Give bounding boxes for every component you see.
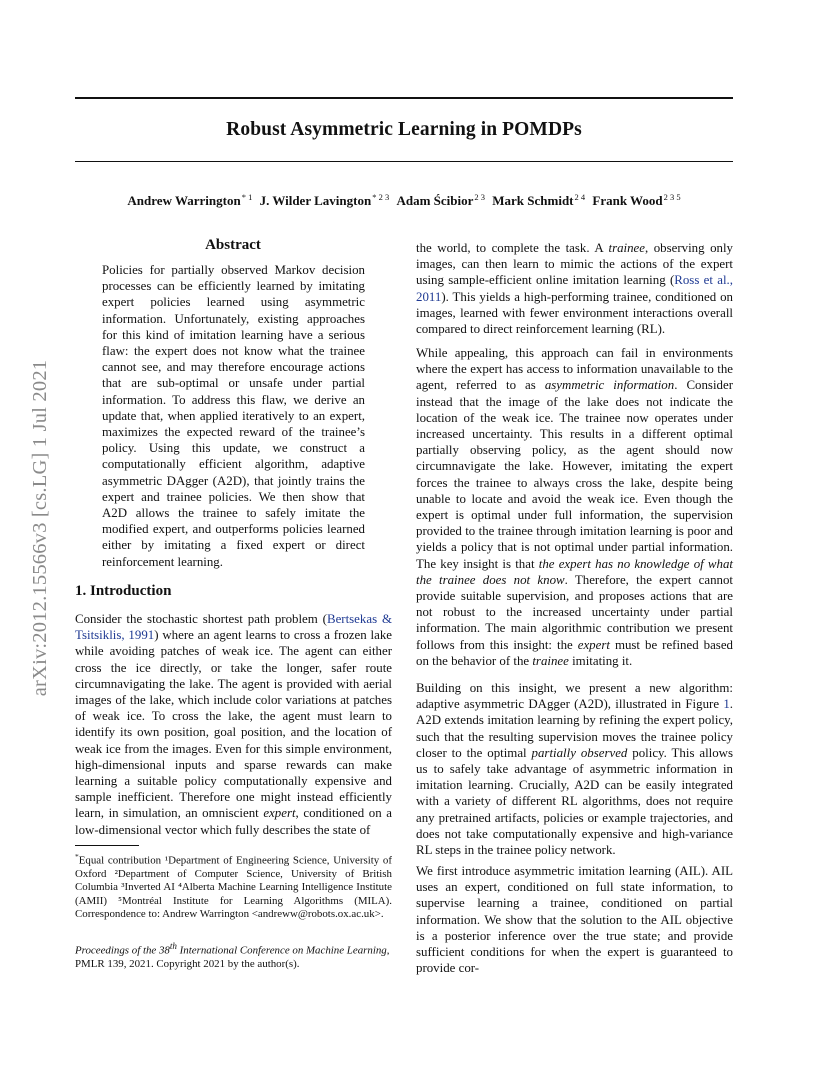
author-list bbox=[75, 192, 733, 209]
section-heading-introduction: 1. Introduction bbox=[75, 583, 172, 599]
author-1: Andrew Warrington$^{* 1}$ bbox=[127, 192, 253, 209]
author-4: Mark Schmidt$^{2 4}$ bbox=[492, 192, 586, 209]
citation-link[interactable]: Bertsekas & Tsitsiklis, 1991 bbox=[75, 612, 392, 643]
abstract-paragraph: Policies for partially observed Markov decision processes can be efficiently learned by imitating expert policies learned using asymmetric information. Unfortunately, existing approaches for this kind of imitation learning have a serious flaw: the expert does not know what the trainee cannot see, and may therefore encourage actions that are sub-optimal or unsafe under partial information. To address this flaw, we derive an update that, when applied iteratively to an expert, maximizes the expected reward of the trainee’s policy. Using this update, we construct a computationally efficient algorithm, adaptive asymmetric DAgger (A2D), that jointly trains the expert and trainee policies. We then show that A2D allows the trainee to safely imitate the modified expert, and outperforms policies learned either by imitating a fixed expert or direct reinforcement learning. bbox=[102, 263, 365, 569]
footnote-affiliations: *Equal contribution ¹Department of Engineering Science, University of Oxford ²Department of Computer Science, University of British Columbia ³Inverted AI ⁴Alberta Machine Learning Intelligence Institute (AMII) ⁵Montréal Institute for Learning Algorithms (MILA). Correspondence to: Andrew Warrington <andreww@robots.ox.ac.uk>. bbox=[75, 852, 392, 921]
right-paragraph-2: While appealing, this approach can fail in environments where the expert has access to information unavailable to the agent, referred to as asymmetric information. Consider instead that the image of the lake does not indicate the location of the weak ice. The trainee now operates under increased uncertainty. This results in a different optimal partially observing policy, as the agent should now circumnavigate the lake. However, imitating the expert forces the trainee to always cross the lake, despite being unable to locate and avoid the weak ice. Even though the expert is optimal under full information, the supervision provided to the trainee through imitation learning is poor and yields a policy that is not optimal under partial information. The key insight is that the expert has no knowledge of what the trainee does not know. Therefore, the expert cannot provide suitable supervision, and proposes actions that are not robust to the increased uncertainty under partial information. The main algorithmic contribution we present follows from this insight: the expert must be refined based on the behavior of the trainee imitating it. bbox=[416, 346, 734, 668]
top-rule bbox=[75, 97, 733, 99]
author-3: Adam Ścibior$^{2 3}$ bbox=[396, 192, 485, 209]
arxiv-margin-id: arXiv:2012.15566v3 [cs.LG] 1 Jul 2021 bbox=[29, 359, 51, 697]
figure-link[interactable]: 1 bbox=[723, 697, 730, 712]
author-5: Frank Wood$^{2 3 5}$ bbox=[592, 192, 681, 209]
author-2: J. Wilder Lavington$^{* 2 3}$ bbox=[259, 192, 390, 209]
footnote-rule bbox=[75, 845, 139, 846]
title-bottom-rule bbox=[75, 161, 733, 162]
citation-link[interactable]: Ross et al., 2011 bbox=[416, 273, 733, 304]
proceedings-note: Proceedings of the 38th International Conference on Machine Learning, PMLR 139, 2021. Copyright 2021 by the author(s). bbox=[75, 941, 390, 971]
paper-title: Robust Asymmetric Learning in POMDPs bbox=[226, 119, 582, 140]
intro-paragraph-1: Consider the stochastic shortest path problem (Bertsekas & Tsitsiklis, 1991) where an agent learns to cross a frozen lake while avoiding patches of weak ice. The agent can either cross the ice directly, or take the longer, safer route circumnavigating the lake. The agent is provided with aerial images of the lake, which include color variations at patches of weak ice. To cross the lake, the agent must learn to identify its own position, goal position, and the location of weak ice from the images. Even for this simple environment, high-dimensional inputs and sparse rewards can make learning a suitable policy computationally expensive and sample inefficient. Therefore one might instead efficiently learn, in simulation, an omniscient expert, conditioned on a low-dimensional vector which fully describes the state of bbox=[75, 612, 392, 837]
abstract-heading: Abstract bbox=[205, 237, 261, 253]
right-paragraph-4: We first introduce asymmetric imitation learning (AIL). AIL uses an expert, conditioned on full state information, to supervise learning a trainee, conditioned on partial information. We show that the solution to the AIL objective is a posterior inference over the true state; and provide sufficient conditions for when the expert is guaranteed to provide cor- bbox=[416, 864, 733, 976]
right-paragraph-1: the world, to complete the task. A trainee, observing only images, can then learn to mimic the actions of the expert using sample-efficient online imitation learning (Ross et al., 2011). This yields a high-performing trainee, conditioned on images, learned with fewer environment interactions overall compared to direct reinforcement learning (RL). bbox=[416, 241, 733, 337]
right-paragraph-3: Building on this insight, we present a new algorithm: adaptive asymmetric DAgger (A2D), illustrated in Figure 1. A2D extends imitation learning by refining the expert policy, such that the resulting supervision moves the trainee policy closer to the optimal partially observed policy. This allows us to safely take advantage of asymmetric information in imitation learning. Crucially, A2D can be easily integrated with a variety of different RL algorithms, does not require any pretrained artifacts, policies or example trajectories, and does not take computationally expensive and high-variance RL steps in the trainee policy network. bbox=[416, 681, 734, 858]
abstract-text bbox=[102, 262, 365, 570]
